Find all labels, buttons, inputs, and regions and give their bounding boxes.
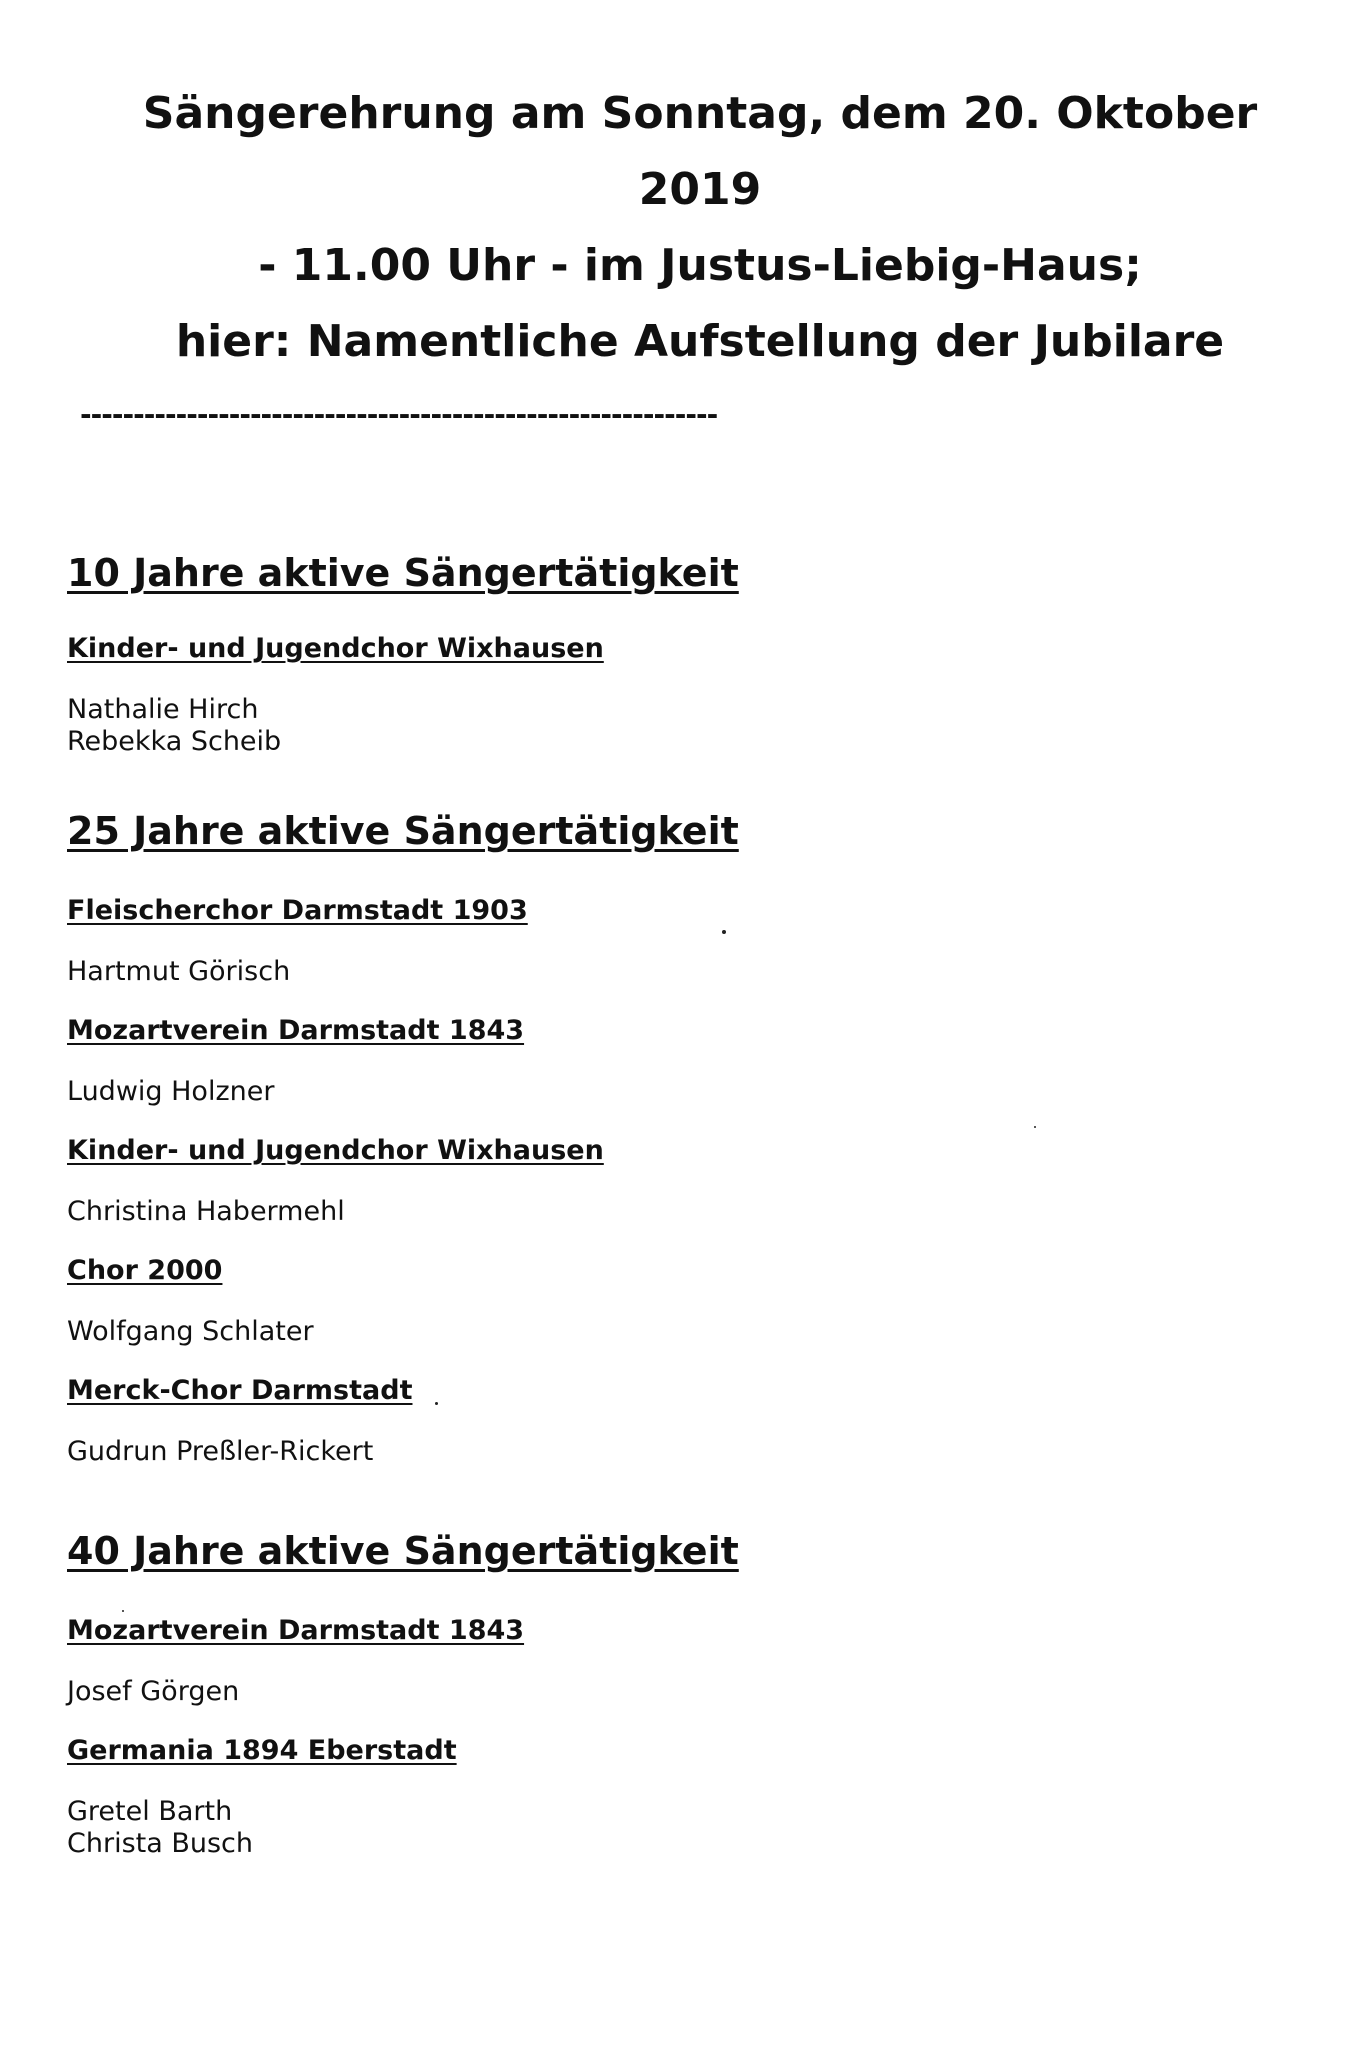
section-heading: 25 Jahre aktive Sängertätigkeit — [67, 809, 739, 853]
member-name: Hartmut Görisch — [67, 956, 291, 987]
member-list — [67, 1196, 1267, 1228]
section-10-years — [67, 540, 1267, 758]
choir-group — [67, 1014, 1267, 1108]
scan-speck — [122, 1610, 124, 1612]
dashed-separator: ------------------------------------------------------------ — [80, 398, 718, 431]
member-list — [67, 1796, 1267, 1860]
member-list — [67, 694, 1267, 758]
title-line-1: Sängerehrung am Sonntag, dem 20. Oktober — [142, 88, 1258, 139]
member-name: Christa Busch — [67, 1828, 254, 1859]
member-name: Gretel Barth — [67, 1796, 233, 1827]
choir-group — [67, 1614, 1267, 1708]
scan-speck — [435, 1402, 438, 1405]
member-list — [67, 1436, 1267, 1468]
title-line-3: - 11.00 Uhr - im Justus-Liebig-Haus; — [258, 240, 1142, 291]
choir-group — [67, 1374, 1267, 1468]
member-name: Christina Habermehl — [67, 1196, 345, 1227]
choir-name: Chor 2000 — [67, 1255, 223, 1286]
choir-group — [67, 1734, 1267, 1860]
choir-name: Fleischerchor Darmstadt 1903 — [67, 895, 528, 926]
scan-speck — [1034, 1126, 1036, 1128]
section-40-years — [67, 1518, 1267, 1860]
title-line-4: hier: Namentliche Aufstellung der Jubilare — [175, 316, 1225, 367]
choir-name: Kinder- und Jugendchor Wixhausen — [67, 1135, 604, 1166]
member-list — [67, 1676, 1267, 1708]
choir-group — [67, 894, 1267, 988]
member-list — [67, 1316, 1267, 1348]
member-list — [67, 1076, 1267, 1108]
choir-group — [67, 1134, 1267, 1228]
member-list — [67, 956, 1267, 988]
choir-name: Mozartverein Darmstadt 1843 — [67, 1615, 525, 1646]
member-name: Wolfgang Schlater — [67, 1316, 314, 1347]
member-name: Ludwig Holzner — [67, 1076, 275, 1107]
document-title — [100, 76, 1300, 380]
section-heading: 10 Jahre aktive Sängertätigkeit — [67, 551, 739, 595]
choir-group — [67, 632, 1267, 758]
jubilee-list — [67, 540, 1267, 1900]
choir-group — [67, 1254, 1267, 1348]
section-25-years — [67, 798, 1267, 1468]
choir-name: Mozartverein Darmstadt 1843 — [67, 1015, 525, 1046]
section-heading: 40 Jahre aktive Sängertätigkeit — [67, 1529, 739, 1573]
title-line-2: 2019 — [638, 164, 762, 215]
choir-name: Germania 1894 Eberstadt — [67, 1735, 457, 1766]
member-name: Nathalie Hirch — [67, 694, 259, 725]
scan-speck — [722, 930, 726, 934]
choir-name: Kinder- und Jugendchor Wixhausen — [67, 633, 604, 664]
member-name: Josef Görgen — [67, 1676, 240, 1707]
member-name: Gudrun Preßler-Rickert — [67, 1436, 374, 1467]
member-name: Rebekka Scheib — [67, 726, 282, 757]
choir-name: Merck-Chor Darmstadt — [67, 1375, 413, 1406]
